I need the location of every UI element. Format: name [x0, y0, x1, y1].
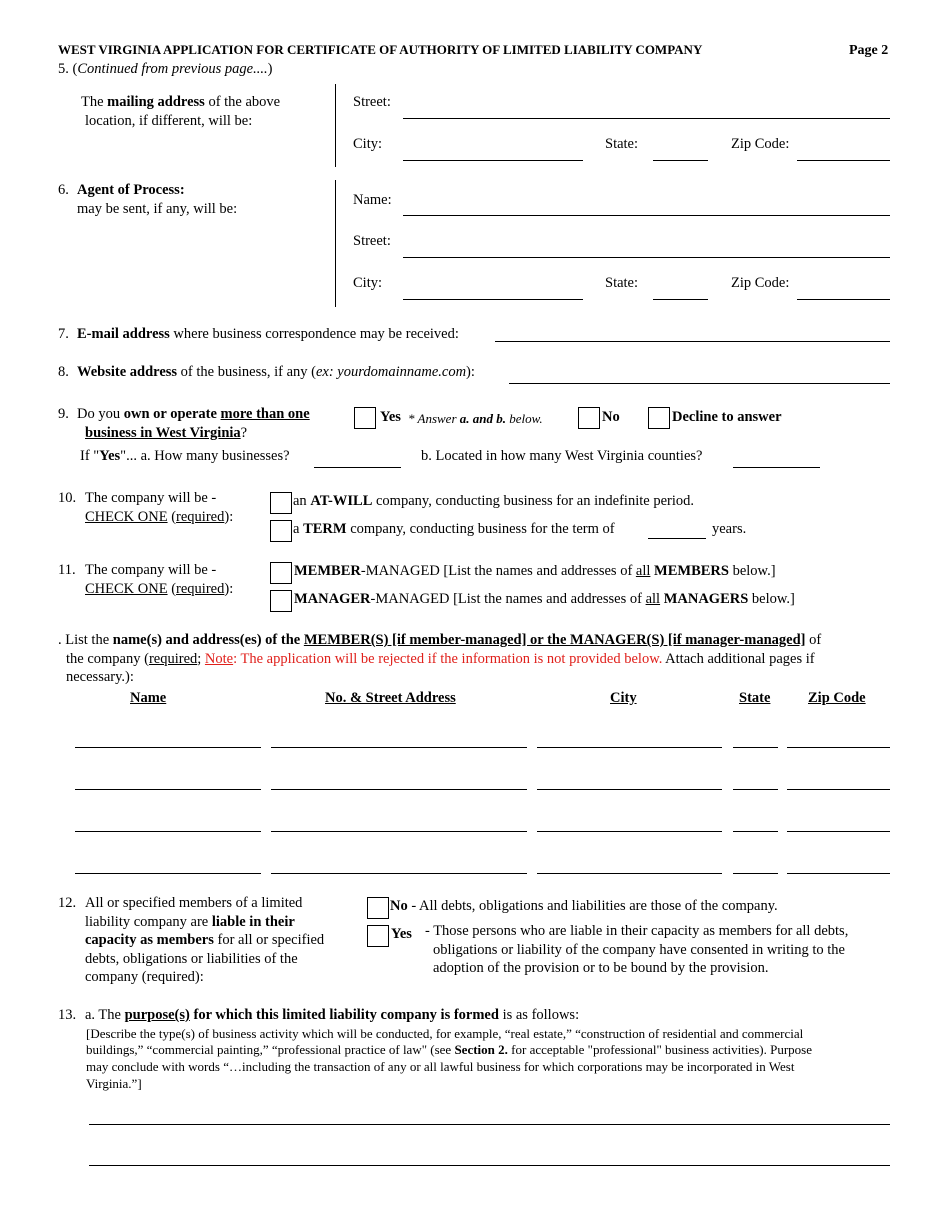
liability-yes-text-line2: obligations or liability of the company have consented in writing to the: [433, 942, 845, 958]
liability-label-line4: debts, obligations or liabilities of the: [85, 951, 298, 967]
how-many-counties-input[interactable]: [733, 467, 820, 468]
company-type-label: The company will be -: [85, 490, 217, 506]
yes-checkbox[interactable]: [354, 407, 376, 429]
member-row-2-zip[interactable]: [787, 789, 890, 790]
purpose-description-line4: Virginia.”]: [86, 1076, 142, 1091]
term-years-input[interactable]: [648, 538, 706, 539]
liability-label-line5: company (required):: [85, 969, 204, 985]
agent-street-input[interactable]: [403, 257, 890, 258]
section-7-number: 7.: [58, 326, 69, 342]
no-label: No: [602, 409, 620, 425]
section-11-number: 11.: [58, 562, 76, 578]
purpose-description-line1: [Describe the type(s) of business activity which will be conducted, for example, “real estate,” “construction of residential and commercial: [86, 1026, 804, 1041]
purpose-description-line2: buildings,” “commercial painting,” “professional practice of law" (see Section 2. for acceptable "professional" business activities). Purpose: [86, 1042, 813, 1057]
member-row-3-state[interactable]: [733, 831, 778, 832]
mailing-address-label-line2: location, if different, will be:: [85, 113, 253, 129]
liability-yes-text-line1: - Those persons who are liable in their capacity as members for all debts,: [425, 923, 849, 939]
agent-zip-label: Zip Code:: [731, 275, 790, 291]
yes-note: * Answer a. and b. below.: [408, 411, 543, 426]
agent-of-process-line2: may be sent, if any, will be:: [77, 201, 238, 217]
website-label: Website address of the business, if any (ex: yourdomainname.com):: [77, 364, 475, 380]
column-header-street: No. & Street Address: [325, 690, 456, 706]
mailing-street-label: Street:: [353, 94, 391, 110]
section-8-number: 8.: [58, 364, 69, 380]
liability-label-line2: liability company are liable in their: [85, 914, 295, 930]
email-label: E-mail address where business correspondence may be received:: [77, 326, 459, 342]
liability-yes-text-line3: adoption of the provision or to be bound by the provision.: [433, 960, 769, 976]
own-operate-question-line2: business in West Virginia?: [85, 425, 248, 441]
section-10-number: 10.: [58, 490, 77, 506]
decline-checkbox[interactable]: [648, 407, 670, 429]
member-row-3-zip[interactable]: [787, 831, 890, 832]
member-row-1-zip[interactable]: [787, 747, 890, 748]
liability-yes-checkbox[interactable]: [367, 925, 389, 947]
website-input[interactable]: [509, 383, 890, 384]
mailing-street-input[interactable]: [403, 118, 890, 119]
agent-state-input[interactable]: [653, 299, 708, 300]
member-row-2-state[interactable]: [733, 789, 778, 790]
agent-name-input[interactable]: [403, 215, 890, 216]
member-row-1-state[interactable]: [733, 747, 778, 748]
list-instruction-line2: the company (required; Note: The application will be rejected if the information is not provided below. Attach additional pages if: [66, 651, 815, 667]
section-5-heading: 5. (Continued from previous page....): [58, 61, 273, 77]
purpose-label: a. The purpose(s) for which this limited liability company is formed is as follows:: [85, 1007, 580, 1023]
liability-no-checkbox[interactable]: [367, 897, 389, 919]
agent-street-label: Street:: [353, 233, 391, 249]
liability-label-line1: All or specified members of a limited: [85, 895, 303, 911]
mailing-address-label: The mailing address of the above: [81, 94, 281, 110]
column-header-state: State: [739, 690, 771, 706]
agent-of-process-title: Agent of Process:: [77, 182, 185, 198]
decline-label: Decline to answer: [672, 409, 782, 425]
section-6-divider: [335, 180, 336, 307]
mailing-state-label: State:: [605, 136, 639, 152]
yes-label: Yes: [380, 409, 401, 425]
manager-managed-label: MANAGER-MANAGED [List the names and addresses of all MANAGERS below.]: [294, 591, 795, 607]
agent-zip-input[interactable]: [797, 299, 890, 300]
member-row-4-state[interactable]: [733, 873, 778, 874]
at-will-label: an AT-WILL company, conducting business for an indefinite period.: [293, 493, 694, 509]
member-row-1-name[interactable]: [75, 747, 261, 748]
section-12-number: 12.: [58, 895, 77, 911]
purpose-description-line3: may conclude with words “…including the transaction of any or all lawful business for which corporations may be incorporated in West: [86, 1059, 795, 1074]
purpose-input-line-1[interactable]: [89, 1124, 890, 1125]
column-header-city: City: [610, 690, 637, 706]
member-row-1-city[interactable]: [537, 747, 722, 748]
liability-label-line3: capacity as members for all or specified: [85, 932, 325, 948]
member-row-4-name[interactable]: [75, 873, 261, 874]
mailing-state-input[interactable]: [653, 160, 708, 161]
term-checkbox[interactable]: [270, 520, 292, 542]
agent-name-label: Name:: [353, 192, 392, 208]
member-managed-label: MEMBER-MANAGED [List the names and addresses of all MEMBERS below.]: [294, 563, 776, 579]
purpose-input-line-2[interactable]: [89, 1165, 890, 1166]
own-operate-question: Do you own or operate more than one: [77, 406, 310, 422]
member-row-2-city[interactable]: [537, 789, 722, 790]
how-many-businesses-input[interactable]: [314, 467, 401, 468]
agent-city-input[interactable]: [403, 299, 583, 300]
page-number: Page 2: [849, 43, 889, 58]
member-managed-checkbox[interactable]: [270, 562, 292, 584]
mailing-zip-label: Zip Code:: [731, 136, 790, 152]
years-label: years.: [712, 521, 747, 537]
how-many-businesses-label: If "Yes"... a. How many businesses?: [80, 448, 290, 464]
member-row-1-street[interactable]: [271, 747, 527, 748]
mailing-city-label: City:: [353, 136, 383, 152]
at-will-checkbox[interactable]: [270, 492, 292, 514]
form-title: WEST VIRGINIA APPLICATION FOR CERTIFICATE OF AUTHORITY OF LIMITED LIABILITY COMPANY: [58, 42, 703, 57]
liability-no-label: No - All debts, obligations and liabilities are those of the company.: [390, 898, 778, 914]
agent-city-label: City:: [353, 275, 383, 291]
section-6-number: 6.: [58, 182, 69, 198]
agent-state-label: State:: [605, 275, 639, 291]
member-row-2-name[interactable]: [75, 789, 261, 790]
column-header-name: Name: [130, 690, 167, 706]
member-row-2-street[interactable]: [271, 789, 527, 790]
member-row-3-city[interactable]: [537, 831, 722, 832]
manager-managed-checkbox[interactable]: [270, 590, 292, 612]
management-type-label: The company will be -: [85, 562, 217, 578]
section-13-number: 13.: [58, 1007, 77, 1023]
no-checkbox[interactable]: [578, 407, 600, 429]
email-input[interactable]: [495, 341, 890, 342]
list-instruction-line3: necessary.):: [66, 669, 134, 685]
term-label: a TERM company, conducting business for the term of: [293, 521, 615, 537]
management-type-check-one: CHECK ONE (required):: [85, 581, 234, 597]
column-header-zip: Zip Code: [808, 690, 866, 706]
member-row-3-name[interactable]: [75, 831, 261, 832]
member-row-3-street[interactable]: [271, 831, 527, 832]
member-row-4-zip[interactable]: [787, 873, 890, 874]
company-type-check-one: CHECK ONE (required):: [85, 509, 234, 525]
mailing-city-input[interactable]: [403, 160, 583, 161]
section-5-divider: [335, 84, 336, 167]
mailing-zip-input[interactable]: [797, 160, 890, 161]
section-9-number: 9.: [58, 406, 69, 422]
member-row-4-city[interactable]: [537, 873, 722, 874]
liability-yes-label: Yes: [391, 926, 412, 942]
list-instruction-line1: . List the name(s) and address(es) of the MEMBER(S) [if member-managed] or the MANAGER(S) [if manager-managed] of: [58, 632, 822, 648]
how-many-counties-label: b. Located in how many West Virginia counties?: [421, 448, 703, 464]
member-row-4-street[interactable]: [271, 873, 527, 874]
